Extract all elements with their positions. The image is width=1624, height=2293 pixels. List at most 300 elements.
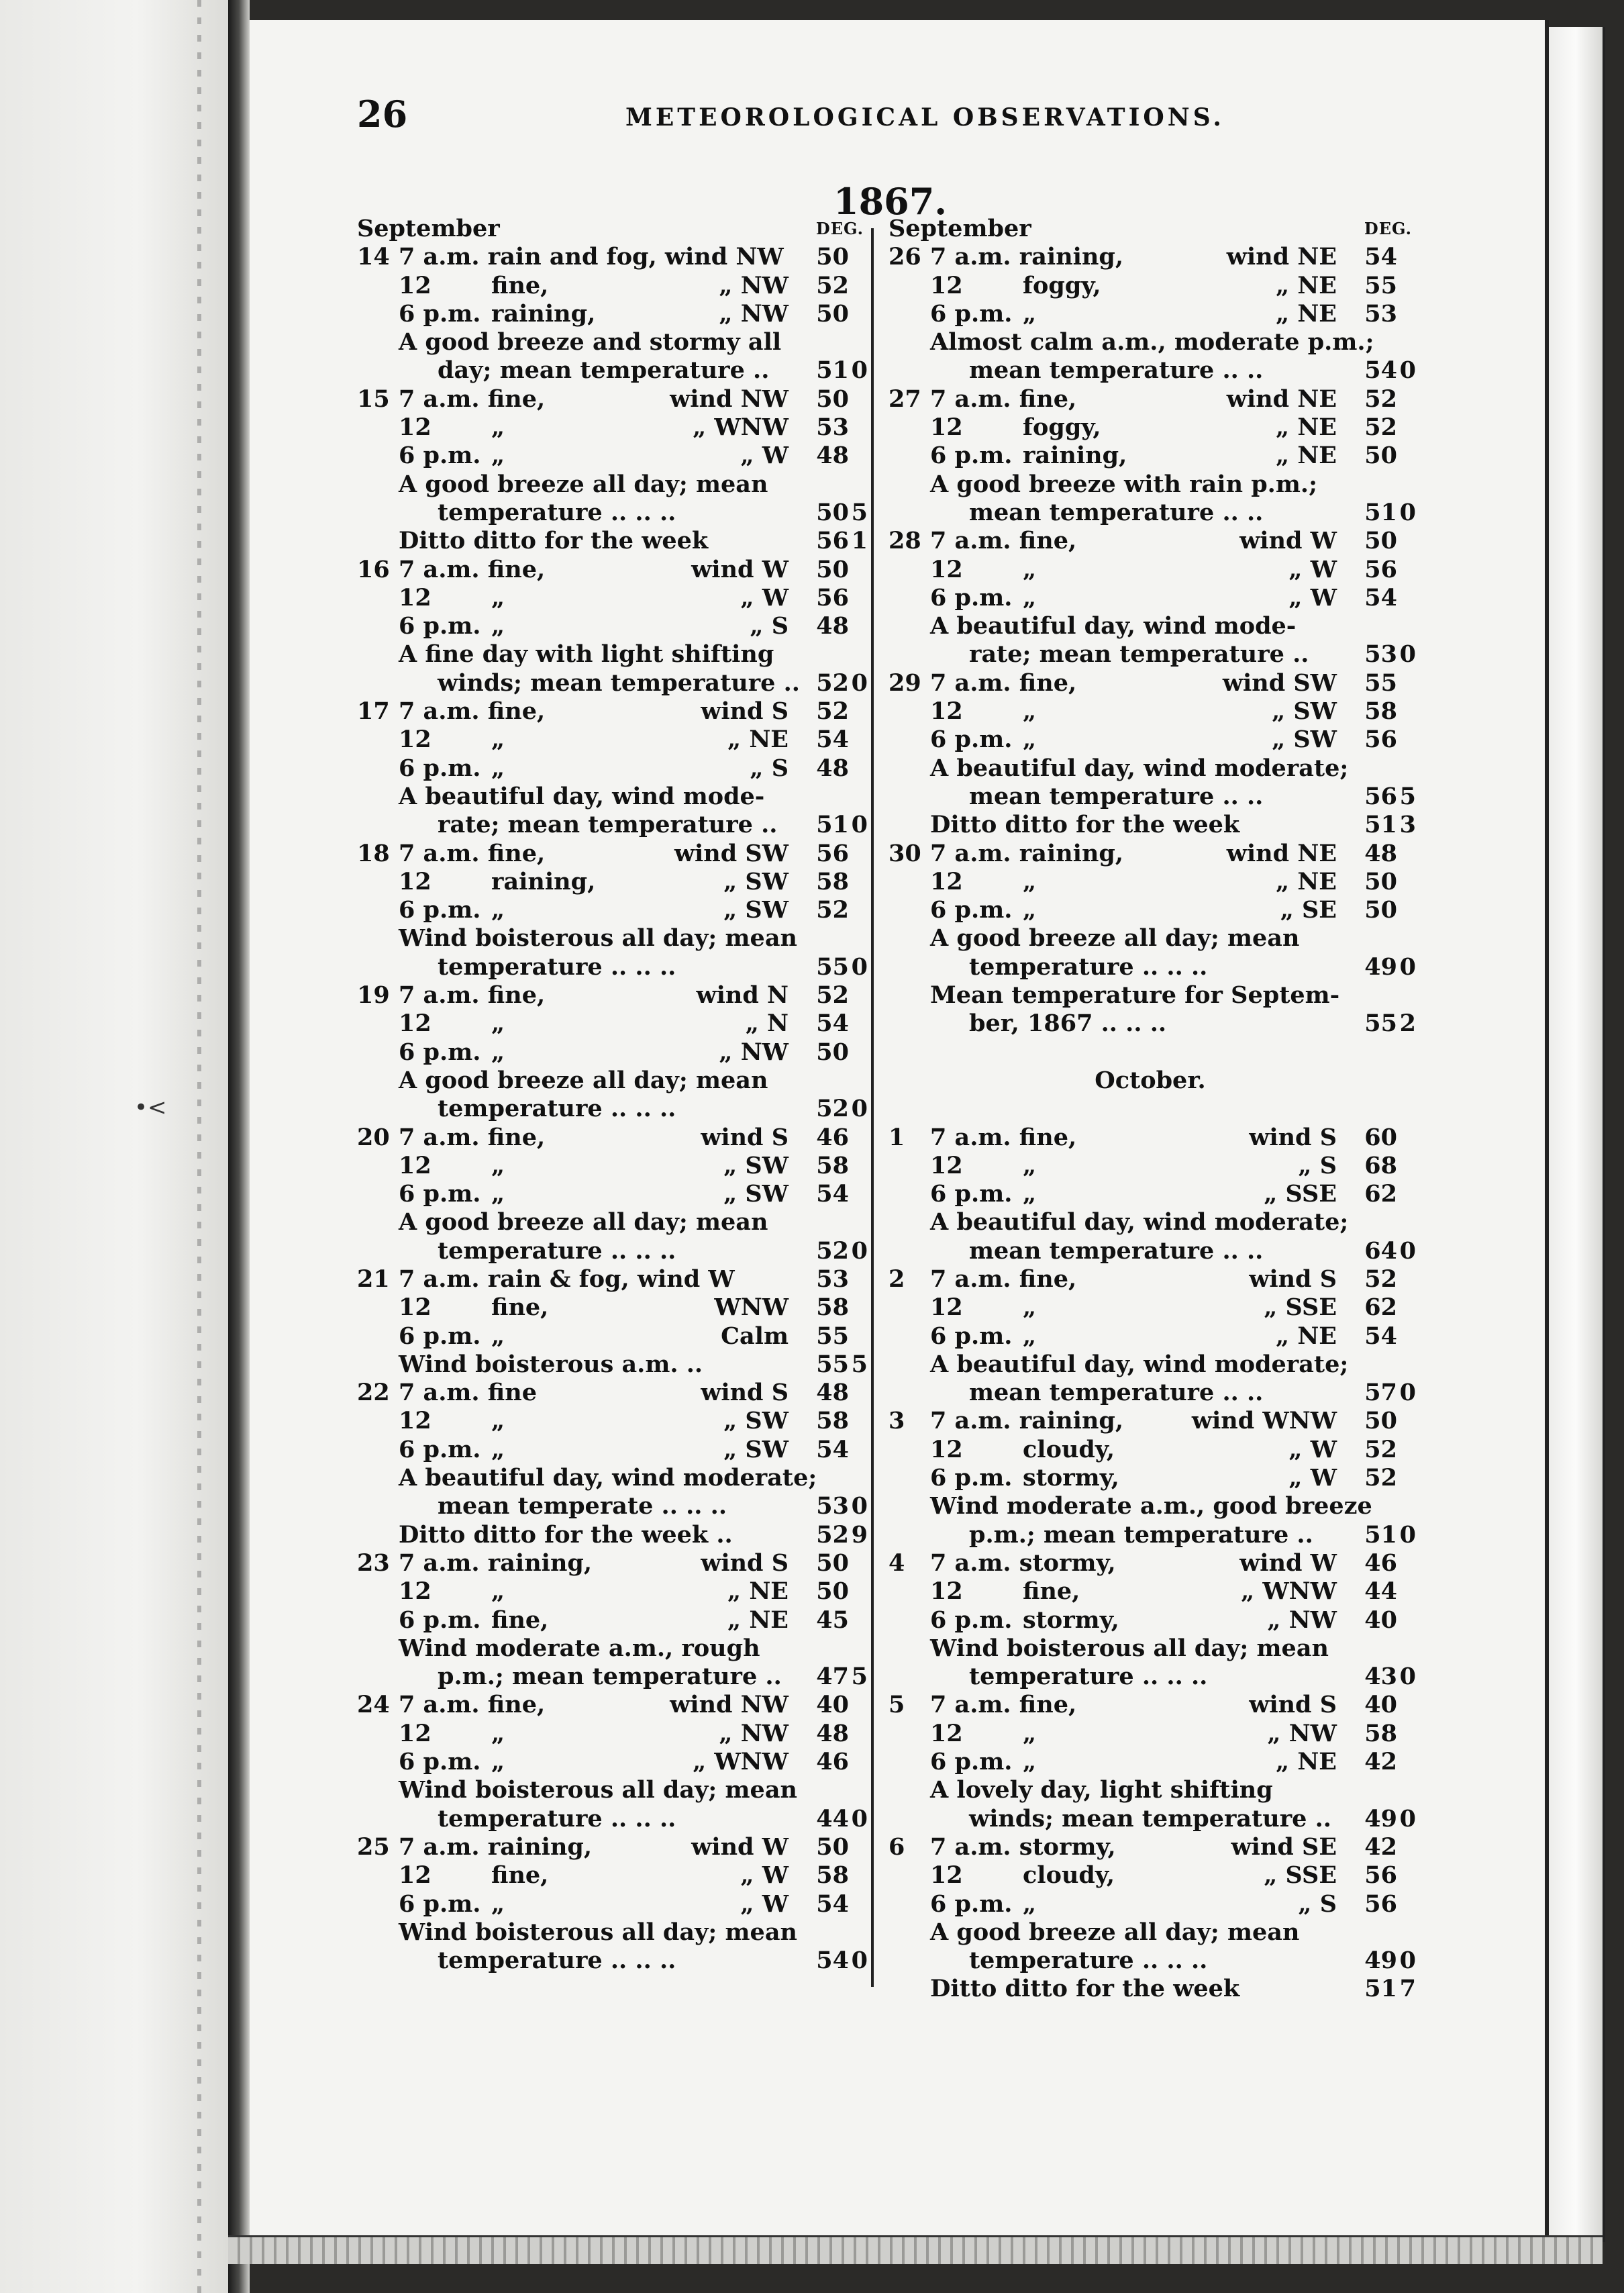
temperature-degrees: 50 — [1364, 442, 1397, 470]
observation-row — [889, 385, 1412, 413]
weather-description: „ — [491, 754, 505, 782]
day-number: 25 — [357, 1833, 390, 1861]
observation-row — [889, 1464, 1412, 1492]
remark-text: A fine day with light shifting — [399, 640, 774, 669]
observation-row — [889, 782, 1416, 811]
observation-row — [889, 840, 1412, 868]
time-label: 12 — [399, 583, 432, 612]
temperature-degrees: 55 — [816, 953, 849, 981]
temperature-degrees: 56 — [1364, 555, 1397, 583]
observation-row — [889, 1947, 1416, 1975]
wind-direction: „ NW — [719, 299, 789, 328]
weather-description: 7 a.m. raining, — [930, 243, 1124, 271]
observation-row — [889, 1010, 1416, 1038]
weather-description: foggy, — [1023, 413, 1101, 442]
wind-direction: „ WNW — [693, 413, 789, 442]
temperature-decimal: 1 — [851, 527, 868, 555]
observation-row — [889, 1776, 1412, 1804]
temperature-degrees: 52 — [816, 1236, 849, 1265]
remark-text: Wind moderate a.m., good breeze — [930, 1492, 1372, 1520]
weather-description: „ — [491, 612, 505, 640]
observation-row — [889, 981, 1412, 1010]
temperature-degrees: 57 — [1364, 1379, 1397, 1407]
weather-description: „ — [1023, 1322, 1037, 1350]
remark-text: A good breeze and stormy all — [399, 328, 782, 356]
observation-row — [357, 1635, 864, 1663]
observation-row — [889, 1152, 1412, 1180]
remark-continuation: temperature .. .. .. — [438, 498, 676, 526]
weather-description: 7 a.m. rain & fog, wind W — [399, 1265, 735, 1293]
observation-row — [889, 356, 1416, 385]
weather-description: 7 a.m. fine, — [399, 1691, 546, 1719]
time-label: 6 p.m. — [930, 1748, 1013, 1776]
weather-description: „ — [491, 1151, 505, 1179]
temperature-degrees: 51 — [816, 811, 849, 839]
observation-row — [357, 953, 868, 981]
observation-row — [889, 1322, 1412, 1351]
observation-row — [357, 868, 864, 896]
temperature-degrees: 50 — [816, 1577, 849, 1606]
temperature-degrees: 48 — [1364, 839, 1397, 867]
wind-direction: „ NE — [727, 1577, 789, 1606]
temperature-decimal: 2 — [1399, 1010, 1416, 1038]
temperature-degrees: 58 — [816, 1294, 849, 1322]
temperature-decimal: 0 — [851, 356, 868, 385]
observation-row — [889, 754, 1412, 783]
temperature-degrees: 50 — [1364, 527, 1397, 555]
weather-description: „ — [1023, 299, 1037, 328]
wind-direction: „ NW — [719, 271, 789, 299]
temperature-decimal: 0 — [851, 1095, 868, 1123]
temperature-degrees: 42 — [1364, 1748, 1397, 1776]
temperature-decimal: 0 — [1399, 1804, 1416, 1833]
temperature-degrees: 55 — [816, 1350, 849, 1378]
weather-description: „ — [491, 413, 505, 442]
temperature-degrees: 56 — [816, 839, 849, 867]
month-label: September — [357, 215, 500, 242]
book-page — [250, 20, 1549, 2235]
weather-description: 7 a.m. raining, — [399, 1549, 593, 1577]
wind-direction: „ NE — [1276, 1748, 1337, 1776]
weather-description: „ — [1023, 1719, 1037, 1747]
day-number: 22 — [357, 1379, 390, 1407]
time-label: 6 p.m. — [930, 299, 1013, 328]
observation-row — [357, 1180, 864, 1208]
wind-direction: „ WNW — [1241, 1577, 1337, 1606]
remark-text: A beautiful day, wind mode- — [399, 782, 765, 810]
temperature-degrees: 52 — [816, 697, 849, 726]
wind-direction: „ W — [740, 1890, 789, 1918]
wind-direction: wind NW — [670, 385, 789, 413]
weather-description: „ — [1023, 867, 1037, 895]
wind-direction: „ S — [750, 612, 789, 640]
observation-row — [889, 1294, 1412, 1322]
observation-row — [889, 1265, 1412, 1294]
weather-description: 7 a.m. fine, — [930, 669, 1077, 697]
observation-row — [889, 1691, 1412, 1719]
wind-direction: „ S — [750, 754, 789, 782]
degree-column-head: DEG. — [815, 219, 864, 238]
time-label: 6 p.m. — [399, 1890, 481, 1918]
observation-row — [889, 243, 1412, 271]
observation-row — [889, 1890, 1412, 1918]
temperature-degrees: 48 — [816, 1379, 849, 1407]
observation-row — [357, 1861, 864, 1890]
weather-description: fine, — [491, 271, 549, 299]
time-label: 12 — [930, 413, 963, 442]
remark-text: Wind boisterous all day; mean — [930, 1634, 1329, 1662]
page-header — [357, 93, 1505, 140]
temperature-degrees: 46 — [816, 1748, 849, 1776]
temperature-degrees: 50 — [1364, 896, 1397, 924]
temperature-degrees: 54 — [816, 1947, 849, 1975]
weather-description: „ — [1023, 555, 1037, 583]
temperature-decimal: 7 — [1399, 1975, 1416, 2003]
observation-row — [889, 1520, 1416, 1549]
temperature-degrees: 44 — [1364, 1577, 1397, 1606]
observation-row — [889, 1833, 1412, 1861]
time-label: 6 p.m. — [399, 754, 481, 782]
observation-row — [889, 442, 1412, 470]
column-divider — [871, 228, 874, 1987]
temperature-degrees: 54 — [816, 1010, 849, 1038]
wind-direction: „ S — [1298, 1890, 1337, 1918]
observation-row — [889, 1975, 1416, 2003]
temperature-decimal: 3 — [1399, 811, 1416, 839]
observation-row — [357, 385, 864, 413]
remark-continuation: temperature .. .. .. — [969, 1663, 1208, 1691]
observation-row — [357, 1095, 868, 1123]
time-label: 12 — [930, 1294, 963, 1322]
temperature-degrees: 60 — [1364, 1123, 1397, 1151]
wind-direction: Calm — [721, 1322, 789, 1350]
temperature-degrees: 56 — [1364, 782, 1397, 810]
weather-description: „ — [491, 1435, 505, 1463]
temperature-decimal: 5 — [851, 1663, 868, 1691]
temperature-degrees: 53 — [816, 1492, 849, 1520]
remark-text: A good breeze all day; mean — [930, 1918, 1300, 1946]
weather-description: fine, — [491, 1294, 549, 1322]
wind-direction: „ NW — [719, 1038, 789, 1066]
wind-direction: „ SW — [723, 867, 789, 895]
observation-row — [357, 1124, 864, 1152]
temperature-degrees: 53 — [1364, 299, 1397, 328]
remark-continuation: rate; mean temperature .. — [969, 640, 1309, 669]
temperature-degrees: 53 — [816, 1265, 849, 1293]
temperature-degrees: 54 — [1364, 243, 1397, 271]
observation-row — [357, 840, 864, 868]
wind-direction: „ WNW — [693, 1748, 789, 1776]
observation-row — [889, 498, 1416, 527]
wind-direction: „ SW — [723, 1407, 789, 1435]
observation-row — [889, 1067, 1412, 1095]
observation-row — [357, 1236, 868, 1265]
remark-text: Ditto ditto for the week — [930, 811, 1240, 839]
day-number: 29 — [889, 669, 921, 697]
wind-direction: wind W — [691, 555, 789, 583]
time-label: 12 — [930, 1861, 963, 1890]
day-number: 18 — [357, 839, 390, 867]
temperature-degrees: 58 — [816, 867, 849, 895]
observation-row — [357, 527, 868, 555]
wind-direction: wind NE — [1226, 243, 1337, 271]
temperature-decimal: 0 — [1399, 953, 1416, 981]
remark-continuation: mean temperature .. .. — [969, 498, 1264, 526]
remark-continuation: rate; mean temperature .. — [438, 811, 778, 839]
running-title: METEOROLOGICAL OBSERVATIONS. — [625, 103, 1225, 132]
observation-row — [889, 328, 1412, 356]
observation-row — [889, 215, 1412, 243]
time-label: 6 p.m. — [930, 583, 1013, 612]
remark-continuation: temperature .. .. .. — [438, 1236, 676, 1265]
wind-direction: „ SW — [723, 1151, 789, 1179]
observation-row — [889, 640, 1416, 669]
observation-row — [889, 1861, 1412, 1890]
wind-direction: wind S — [701, 1123, 789, 1151]
time-label: 12 — [399, 867, 432, 895]
observation-row — [357, 1663, 868, 1691]
temperature-degrees: 50 — [816, 1038, 849, 1066]
observation-row — [889, 953, 1416, 981]
temperature-degrees: 56 — [1364, 1861, 1397, 1890]
year-heading: 1867. — [833, 180, 948, 223]
temperature-degrees: 48 — [816, 442, 849, 470]
weather-description: foggy, — [1023, 271, 1101, 299]
observation-row — [889, 413, 1412, 442]
time-label: 12 — [930, 1719, 963, 1747]
wind-direction: wind S — [1249, 1691, 1337, 1719]
weather-description: „ — [1023, 1180, 1037, 1208]
weather-description: „ — [491, 1180, 505, 1208]
weather-description: „ — [1023, 583, 1037, 612]
temperature-degrees: 58 — [816, 1407, 849, 1435]
weather-description: stormy, — [1023, 1464, 1119, 1492]
day-number: 24 — [357, 1691, 390, 1719]
facing-page-edge — [197, 0, 201, 2293]
weather-description: stormy, — [1023, 1606, 1119, 1634]
weather-description: 7 a.m. fine, — [399, 555, 546, 583]
temperature-degrees: 52 — [816, 271, 849, 299]
wind-direction: „ NW — [1267, 1719, 1337, 1747]
day-number: 28 — [889, 527, 921, 555]
weather-description: „ — [1023, 1294, 1037, 1322]
month-label: September — [889, 215, 1031, 242]
observation-row — [357, 584, 864, 612]
observation-row — [889, 556, 1412, 584]
day-number: 17 — [357, 697, 390, 726]
weather-description: 7 a.m. raining, — [930, 1407, 1124, 1435]
weather-description: „ — [491, 1719, 505, 1747]
weather-description: „ — [1023, 1151, 1037, 1179]
wind-direction: wind NE — [1226, 839, 1337, 867]
temperature-degrees: 55 — [1364, 1010, 1397, 1038]
time-label: 6 p.m. — [930, 1890, 1013, 1918]
observation-row — [357, 1890, 864, 1918]
wind-direction: „ SW — [723, 1435, 789, 1463]
day-number: 5 — [889, 1691, 905, 1719]
wind-direction: „ W — [740, 1861, 789, 1890]
section-heading: October. — [1095, 1066, 1206, 1094]
temperature-decimal: 0 — [1399, 1663, 1416, 1691]
remark-text: Wind boisterous all day; mean — [399, 1918, 797, 1946]
weather-description: cloudy, — [1023, 1435, 1115, 1463]
wind-direction: „ S — [1298, 1151, 1337, 1179]
remark-text: A beautiful day, wind moderate; — [930, 1208, 1349, 1236]
observation-row — [357, 612, 864, 640]
temperature-degrees: 68 — [1364, 1151, 1397, 1179]
time-label: 12 — [399, 1719, 432, 1747]
right-column — [889, 215, 1416, 2004]
temperature-degrees: 51 — [1364, 1975, 1397, 2003]
time-label: 6 p.m. — [399, 896, 481, 924]
temperature-degrees: 56 — [816, 527, 849, 555]
wind-direction: wind W — [1239, 1549, 1337, 1577]
weather-description: 7 a.m. fine, — [399, 1123, 546, 1151]
temperature-degrees: 47 — [816, 1663, 849, 1691]
observation-row — [889, 1038, 1412, 1067]
observation-row — [889, 1124, 1412, 1152]
temperature-degrees: 50 — [1364, 867, 1397, 895]
weather-description: 7 a.m. fine, — [930, 1265, 1077, 1293]
temperature-degrees: 51 — [1364, 1520, 1397, 1549]
observation-row — [357, 498, 868, 527]
remark-text: Wind boisterous all day; mean — [399, 924, 797, 953]
day-number: 3 — [889, 1407, 905, 1435]
temperature-degrees: 50 — [816, 1549, 849, 1577]
remark-text: Mean temperature for Septem- — [930, 981, 1340, 1010]
day-number: 20 — [357, 1123, 390, 1151]
weather-description: 7 a.m. fine, — [930, 527, 1077, 555]
time-label: 6 p.m. — [399, 442, 481, 470]
observation-row — [889, 868, 1412, 896]
weather-description: „ — [1023, 726, 1037, 754]
temperature-degrees: 44 — [816, 1804, 849, 1833]
remark-continuation: mean temperature .. .. — [969, 1379, 1264, 1407]
remark-text: Almost calm a.m., moderate p.m.; — [930, 328, 1374, 356]
observation-row — [357, 300, 864, 328]
observation-row — [889, 1492, 1412, 1520]
wind-direction: „ W — [1288, 555, 1337, 583]
temperature-degrees: 52 — [816, 669, 849, 697]
time-label: 12 — [399, 726, 432, 754]
wind-direction: wind N — [696, 981, 789, 1010]
time-label: 12 — [399, 271, 432, 299]
temperature-degrees: 54 — [1364, 356, 1397, 385]
observation-row — [889, 669, 1412, 697]
observation-row — [357, 669, 868, 697]
observation-row — [889, 612, 1412, 640]
degree-column-head: DEG. — [1364, 219, 1412, 238]
weather-description: „ — [1023, 1890, 1037, 1918]
wind-direction: wind S — [1249, 1123, 1337, 1151]
observation-row — [357, 1918, 864, 1947]
wind-direction: wind S — [701, 697, 789, 726]
temperature-degrees: 54 — [816, 1435, 849, 1463]
facing-page — [0, 0, 228, 2293]
temperature-degrees: 56 — [816, 583, 849, 612]
time-label: 12 — [930, 555, 963, 583]
left-column — [357, 215, 868, 1975]
temperature-degrees: 51 — [1364, 811, 1397, 839]
observation-row — [889, 1804, 1416, 1833]
temperature-degrees: 45 — [816, 1606, 849, 1634]
temperature-degrees: 56 — [1364, 1890, 1397, 1918]
observation-row — [357, 640, 864, 669]
time-label: 6 p.m. — [399, 1606, 481, 1634]
observation-row — [889, 1436, 1412, 1464]
time-label: 12 — [399, 1294, 432, 1322]
temperature-degrees: 51 — [1364, 498, 1397, 526]
observation-row — [889, 1720, 1412, 1748]
observation-row — [357, 272, 864, 300]
observation-row — [357, 356, 868, 385]
observation-row — [357, 924, 864, 953]
temperature-degrees: 52 — [1364, 413, 1397, 442]
observation-row — [889, 1379, 1416, 1407]
temperature-degrees: 52 — [1364, 385, 1397, 413]
temperature-degrees: 52 — [816, 981, 849, 1010]
wind-direction: „ NE — [1276, 867, 1337, 895]
wind-direction: „ SSE — [1264, 1294, 1337, 1322]
weather-description: „ — [491, 1407, 505, 1435]
temperature-decimal: 0 — [851, 1492, 868, 1520]
observation-row — [357, 811, 868, 839]
temperature-degrees: 50 — [816, 1833, 849, 1861]
wind-direction: wind SW — [674, 839, 789, 867]
time-label: 6 p.m. — [930, 1606, 1013, 1634]
temperature-degrees: 51 — [816, 356, 849, 385]
temperature-decimal: 0 — [1399, 640, 1416, 669]
weather-description: 7 a.m. fine, — [399, 981, 546, 1010]
temperature-decimal: 0 — [1399, 1379, 1416, 1407]
wind-direction: „ W — [1288, 1464, 1337, 1492]
day-number: 15 — [357, 385, 390, 413]
wind-direction: „ SW — [1272, 697, 1337, 726]
weather-description: 7 a.m. stormy, — [930, 1549, 1116, 1577]
observation-row — [889, 1208, 1412, 1236]
observation-row — [357, 442, 864, 470]
observation-row — [889, 1918, 1412, 1947]
observation-row — [357, 783, 864, 811]
observation-row — [357, 1947, 868, 1975]
temperature-decimal: 5 — [851, 498, 868, 526]
observation-row — [889, 1577, 1412, 1606]
observation-row — [357, 1691, 864, 1719]
temperature-degrees: 42 — [1364, 1833, 1397, 1861]
remark-continuation: temperature .. .. .. — [438, 1947, 676, 1975]
weather-description: raining, — [1023, 442, 1127, 470]
time-label: 12 — [930, 1435, 963, 1463]
temperature-decimal: 5 — [851, 1350, 868, 1378]
weather-description: 7 a.m. fine — [399, 1379, 537, 1407]
observation-row — [357, 328, 864, 356]
weather-description: „ — [491, 896, 505, 924]
observation-row — [889, 1407, 1412, 1435]
observation-row — [357, 1294, 864, 1322]
temperature-degrees: 50 — [816, 498, 849, 526]
observation-row — [357, 1265, 864, 1294]
temperature-degrees: 40 — [1364, 1606, 1397, 1634]
remark-text: A lovely day, light shifting — [930, 1776, 1273, 1804]
day-number: 21 — [357, 1265, 390, 1293]
weather-description: raining, — [491, 867, 596, 895]
observation-row — [357, 1464, 864, 1492]
remark-continuation: mean temperature .. .. — [969, 1236, 1264, 1265]
observation-row — [889, 1095, 1412, 1123]
temperature-decimal: 0 — [1399, 1947, 1416, 1975]
observation-row — [889, 272, 1412, 300]
time-label: 12 — [399, 1577, 432, 1606]
